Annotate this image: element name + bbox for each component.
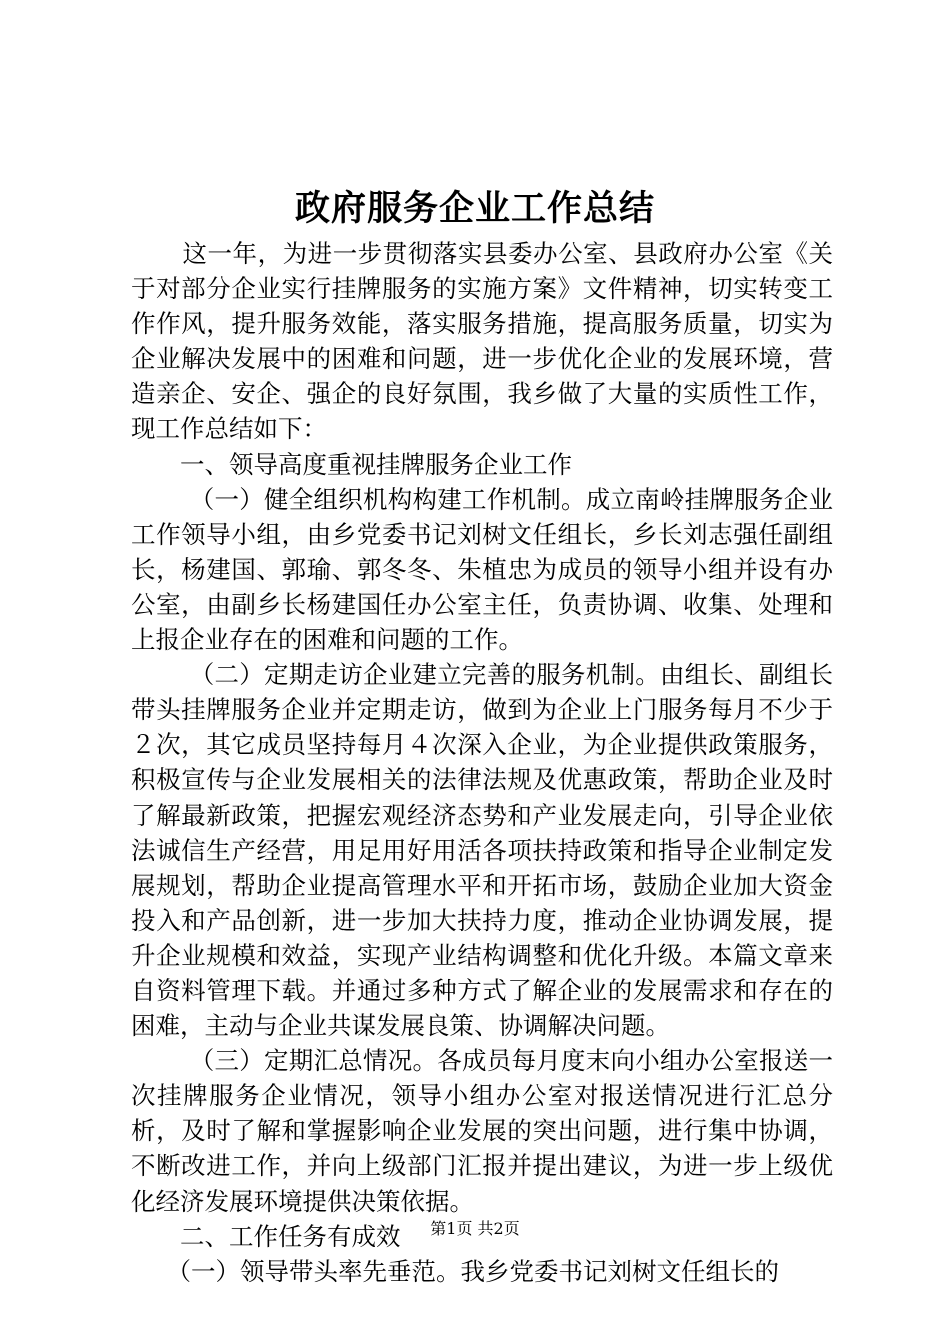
subsection-paragraph-1-1: （一）健全组织机构构建工作机制。成立南岭挂牌服务企业工作领导小组，由乡党委书记刘树文任组长，乡长刘志强任副组长，杨建国、郭瑜、郭冬冬、朱植忠为成员的领导小组并设有办公室，由副乡长杨建国任办公室主任，负责协调、收集、处理和上报企业存在的困难和问题的工作。: [131, 484, 833, 655]
subsection-paragraph-1-3: （三）定期汇总情况。各成员每月度末向小组办公室报送一次挂牌服务企业情况，领导小组办公室对报送情况进行汇总分析，及时了解和掌握影响企业发展的突出问题，进行集中协调，不断改进工作，并向上级部门汇报并提出建议，为进一步上级优化经济发展环境提供决策依据。: [131, 1046, 833, 1216]
page-footer: 第1页 共2页: [430, 1219, 520, 1238]
document-body: [131, 236, 833, 1289]
section-heading-2: 二、工作任务有成效: [180, 1221, 401, 1251]
subsection-paragraph-2-1: （一）领导带头率先垂范。我乡党委书记刘树文任组长的: [166, 1256, 780, 1286]
section-heading-1: 一、领导高度重视挂牌服务企业工作: [180, 449, 572, 479]
document-title: 政府服务企业工作总结: [294, 188, 655, 229]
intro-paragraph: 这一年，为进一步贯彻落实县委办公室、县政府办公室《关于对部分企业实行挂牌服务的实施方案》文件精神，切实转变工作作风，提升服务效能，落实服务措施，提高服务质量，切实为企业解决发展中的困难和问题，进一步优化企业的发展环境，营造亲企、安企、强企的良好氛围，我乡做了大量的实质性工作，现工作总结如下：: [131, 239, 833, 444]
subsection-paragraph-1-2: （二）定期走访企业建立完善的服务机制。由组长、副组长带头挂牌服务企业并定期走访，做到为企业上门服务每月不少于２次，其它成员坚持每月４次深入企业，为企业提供政策服务，积极宣传与企业发展相关的法律法规及优惠政策，帮助企业及时了解最新政策，把握宏观经济态势和产业发展走向，引导企业依法诚信生产经营，用足用好用活各项扶持政策和指导企业制定发展规划，帮助企业提高管理水平和开拓市场，鼓励企业加大资金投入和产品创新，进一步加大扶持力度，推动企业协调发展，提升企业规模和效益，实现产业结构调整和优化升级。本篇文章来自资料管理下载。并通过多种方式了解企业的发展需求和存在的困难，主动与企业共谋发展良策、协调解决问题。: [131, 660, 833, 1041]
